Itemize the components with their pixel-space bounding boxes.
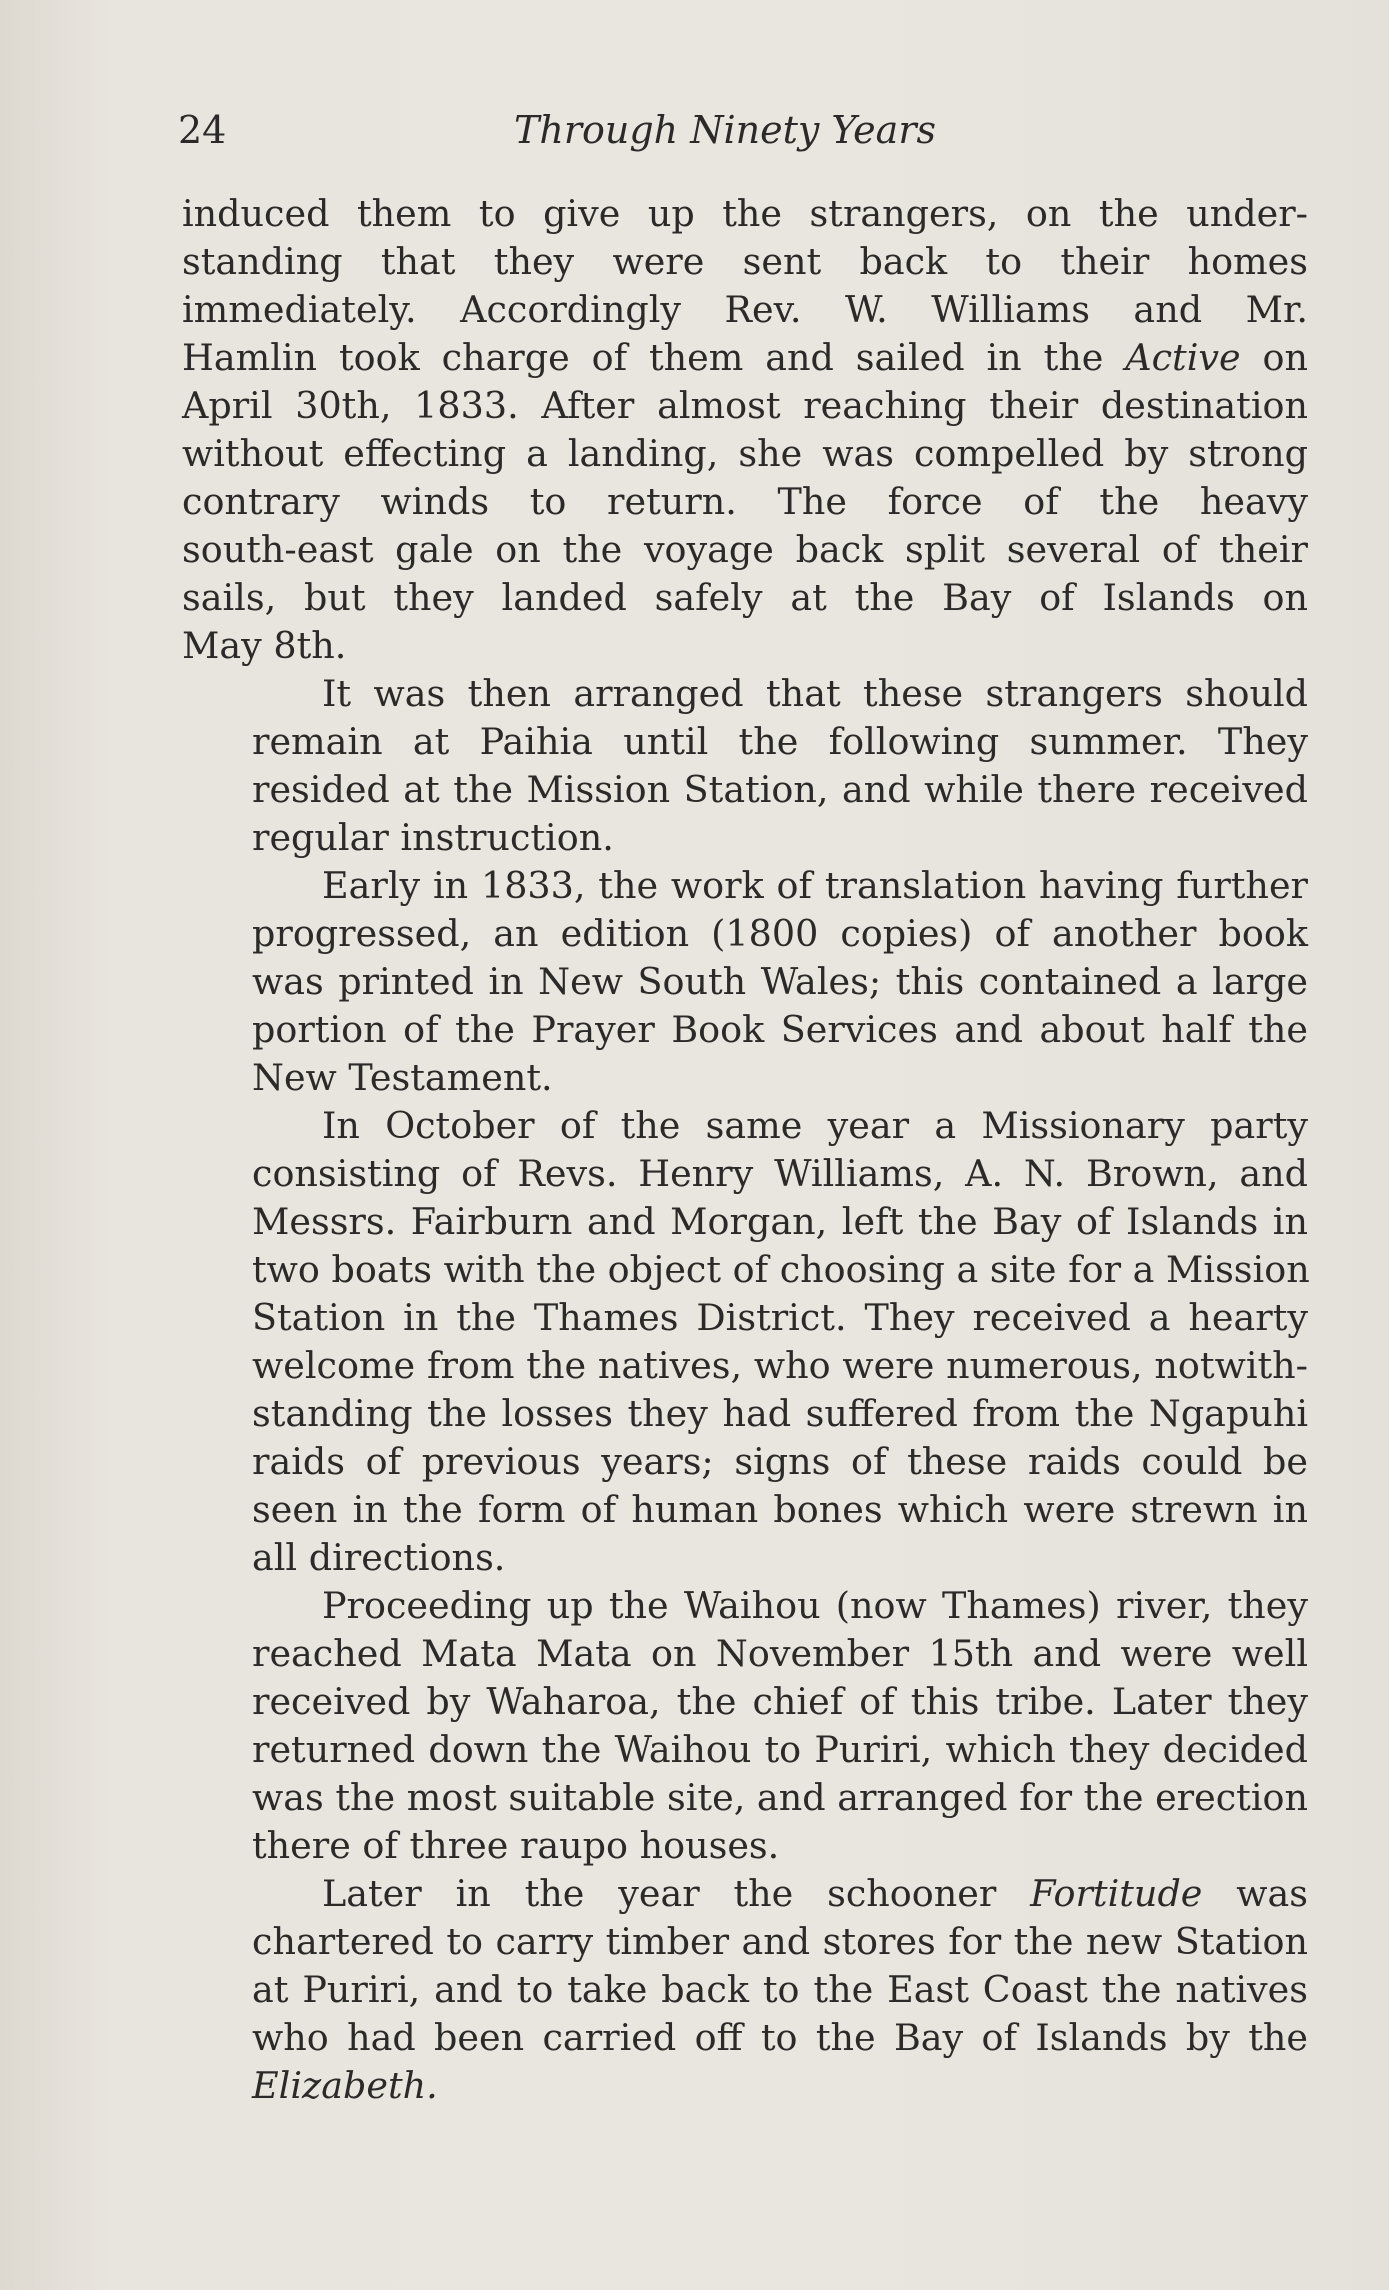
paragraph	[182, 862, 1308, 1102]
text-line: was printed in New South Wales; this contained a large	[252, 960, 1308, 1003]
paragraph	[182, 1582, 1308, 1870]
paragraph	[182, 1870, 1308, 2110]
text-line: Early in 1833, the work of translation having further	[322, 864, 1308, 907]
text-line: Later in the year the schooner Fortitude was	[322, 1872, 1308, 1915]
running-title: Through Ninety Years	[514, 108, 936, 152]
italic-title: Elizabeth.	[252, 2064, 438, 2107]
text-line: at Puriri, and to take back to the East Coast the natives	[252, 1968, 1308, 2011]
paragraph	[182, 1102, 1308, 1582]
text-line: remain at Paihia until the following summer. They	[252, 720, 1308, 763]
text-line: was the most suitable site, and arranged for the erection	[252, 1776, 1308, 1819]
text-line: progressed, an edition (1800 copies) of another book	[252, 912, 1308, 955]
body-text	[182, 190, 1308, 2110]
text-line: May 8th.	[182, 624, 347, 667]
text-line: consisting of Revs. Henry Williams, A. N. Brown, and	[252, 1152, 1308, 1195]
text-line: New Testament.	[252, 1056, 553, 1099]
italic-title: Fortitude	[1030, 1872, 1203, 1915]
text-line: Messrs. Fairburn and Morgan, left the Bay of Islands in	[252, 1200, 1308, 1243]
text-line: It was then arranged that these strangers should	[322, 672, 1308, 715]
text-line: welcome from the natives, who were numerous, notwith-	[252, 1344, 1308, 1387]
text-line: Hamlin took charge of them and sailed in the Active on	[182, 336, 1308, 379]
text-line: south-east gale on the voyage back split several of their	[182, 528, 1308, 571]
text-line: regular instruction.	[252, 816, 614, 859]
page-number: 24	[178, 108, 227, 152]
text-line: without effecting a landing, she was compelled by strong	[182, 432, 1308, 475]
text-line: there of three raupo houses.	[252, 1824, 780, 1867]
text-line: In October of the same year a Missionary party	[322, 1104, 1308, 1147]
text-line	[182, 2062, 1308, 2110]
text-line: standing the losses they had suffered from the Ngapuhi	[252, 1392, 1308, 1435]
text-line: resided at the Mission Station, and while there received	[252, 768, 1308, 811]
text-line: sails, but they landed safely at the Bay of Islands on	[182, 576, 1308, 619]
text-line: who had been carried off to the Bay of Islands by the	[252, 2016, 1308, 2059]
text-line: seen in the form of human bones which were strewn in	[252, 1488, 1308, 1531]
text-line: April 30th, 1833. After almost reaching their destination	[182, 384, 1308, 427]
text-line: raids of previous years; signs of these raids could be	[252, 1440, 1308, 1483]
text-line: portion of the Prayer Book Services and about half the	[252, 1008, 1308, 1051]
text-line: received by Waharoa, the chief of this tribe. Later they	[252, 1680, 1308, 1723]
paragraph	[182, 190, 1308, 670]
text-line: two boats with the object of choosing a site for a Mission	[252, 1248, 1310, 1291]
text-line: standing that they were sent back to their homes	[182, 240, 1308, 283]
text-line: Proceeding up the Waihou (now Thames) river, they	[322, 1584, 1308, 1627]
text-line: contrary winds to return. The force of the heavy	[182, 480, 1308, 523]
text-line: immediately. Accordingly Rev. W. Williams and Mr.	[182, 288, 1308, 331]
italic-title: Active	[1125, 336, 1241, 379]
page-header	[178, 108, 1308, 168]
text-line: all directions.	[252, 1536, 506, 1579]
paragraph	[182, 670, 1308, 862]
text-line: returned down the Waihou to Puriri, which they decided	[252, 1728, 1308, 1771]
text-line: chartered to carry timber and stores for the new Station	[252, 1920, 1308, 1963]
text-line: Station in the Thames District. They received a hearty	[252, 1296, 1308, 1339]
text-line: reached Mata Mata on November 15th and were well	[252, 1632, 1308, 1675]
text-line: induced them to give up the strangers, on the under-	[182, 192, 1308, 235]
